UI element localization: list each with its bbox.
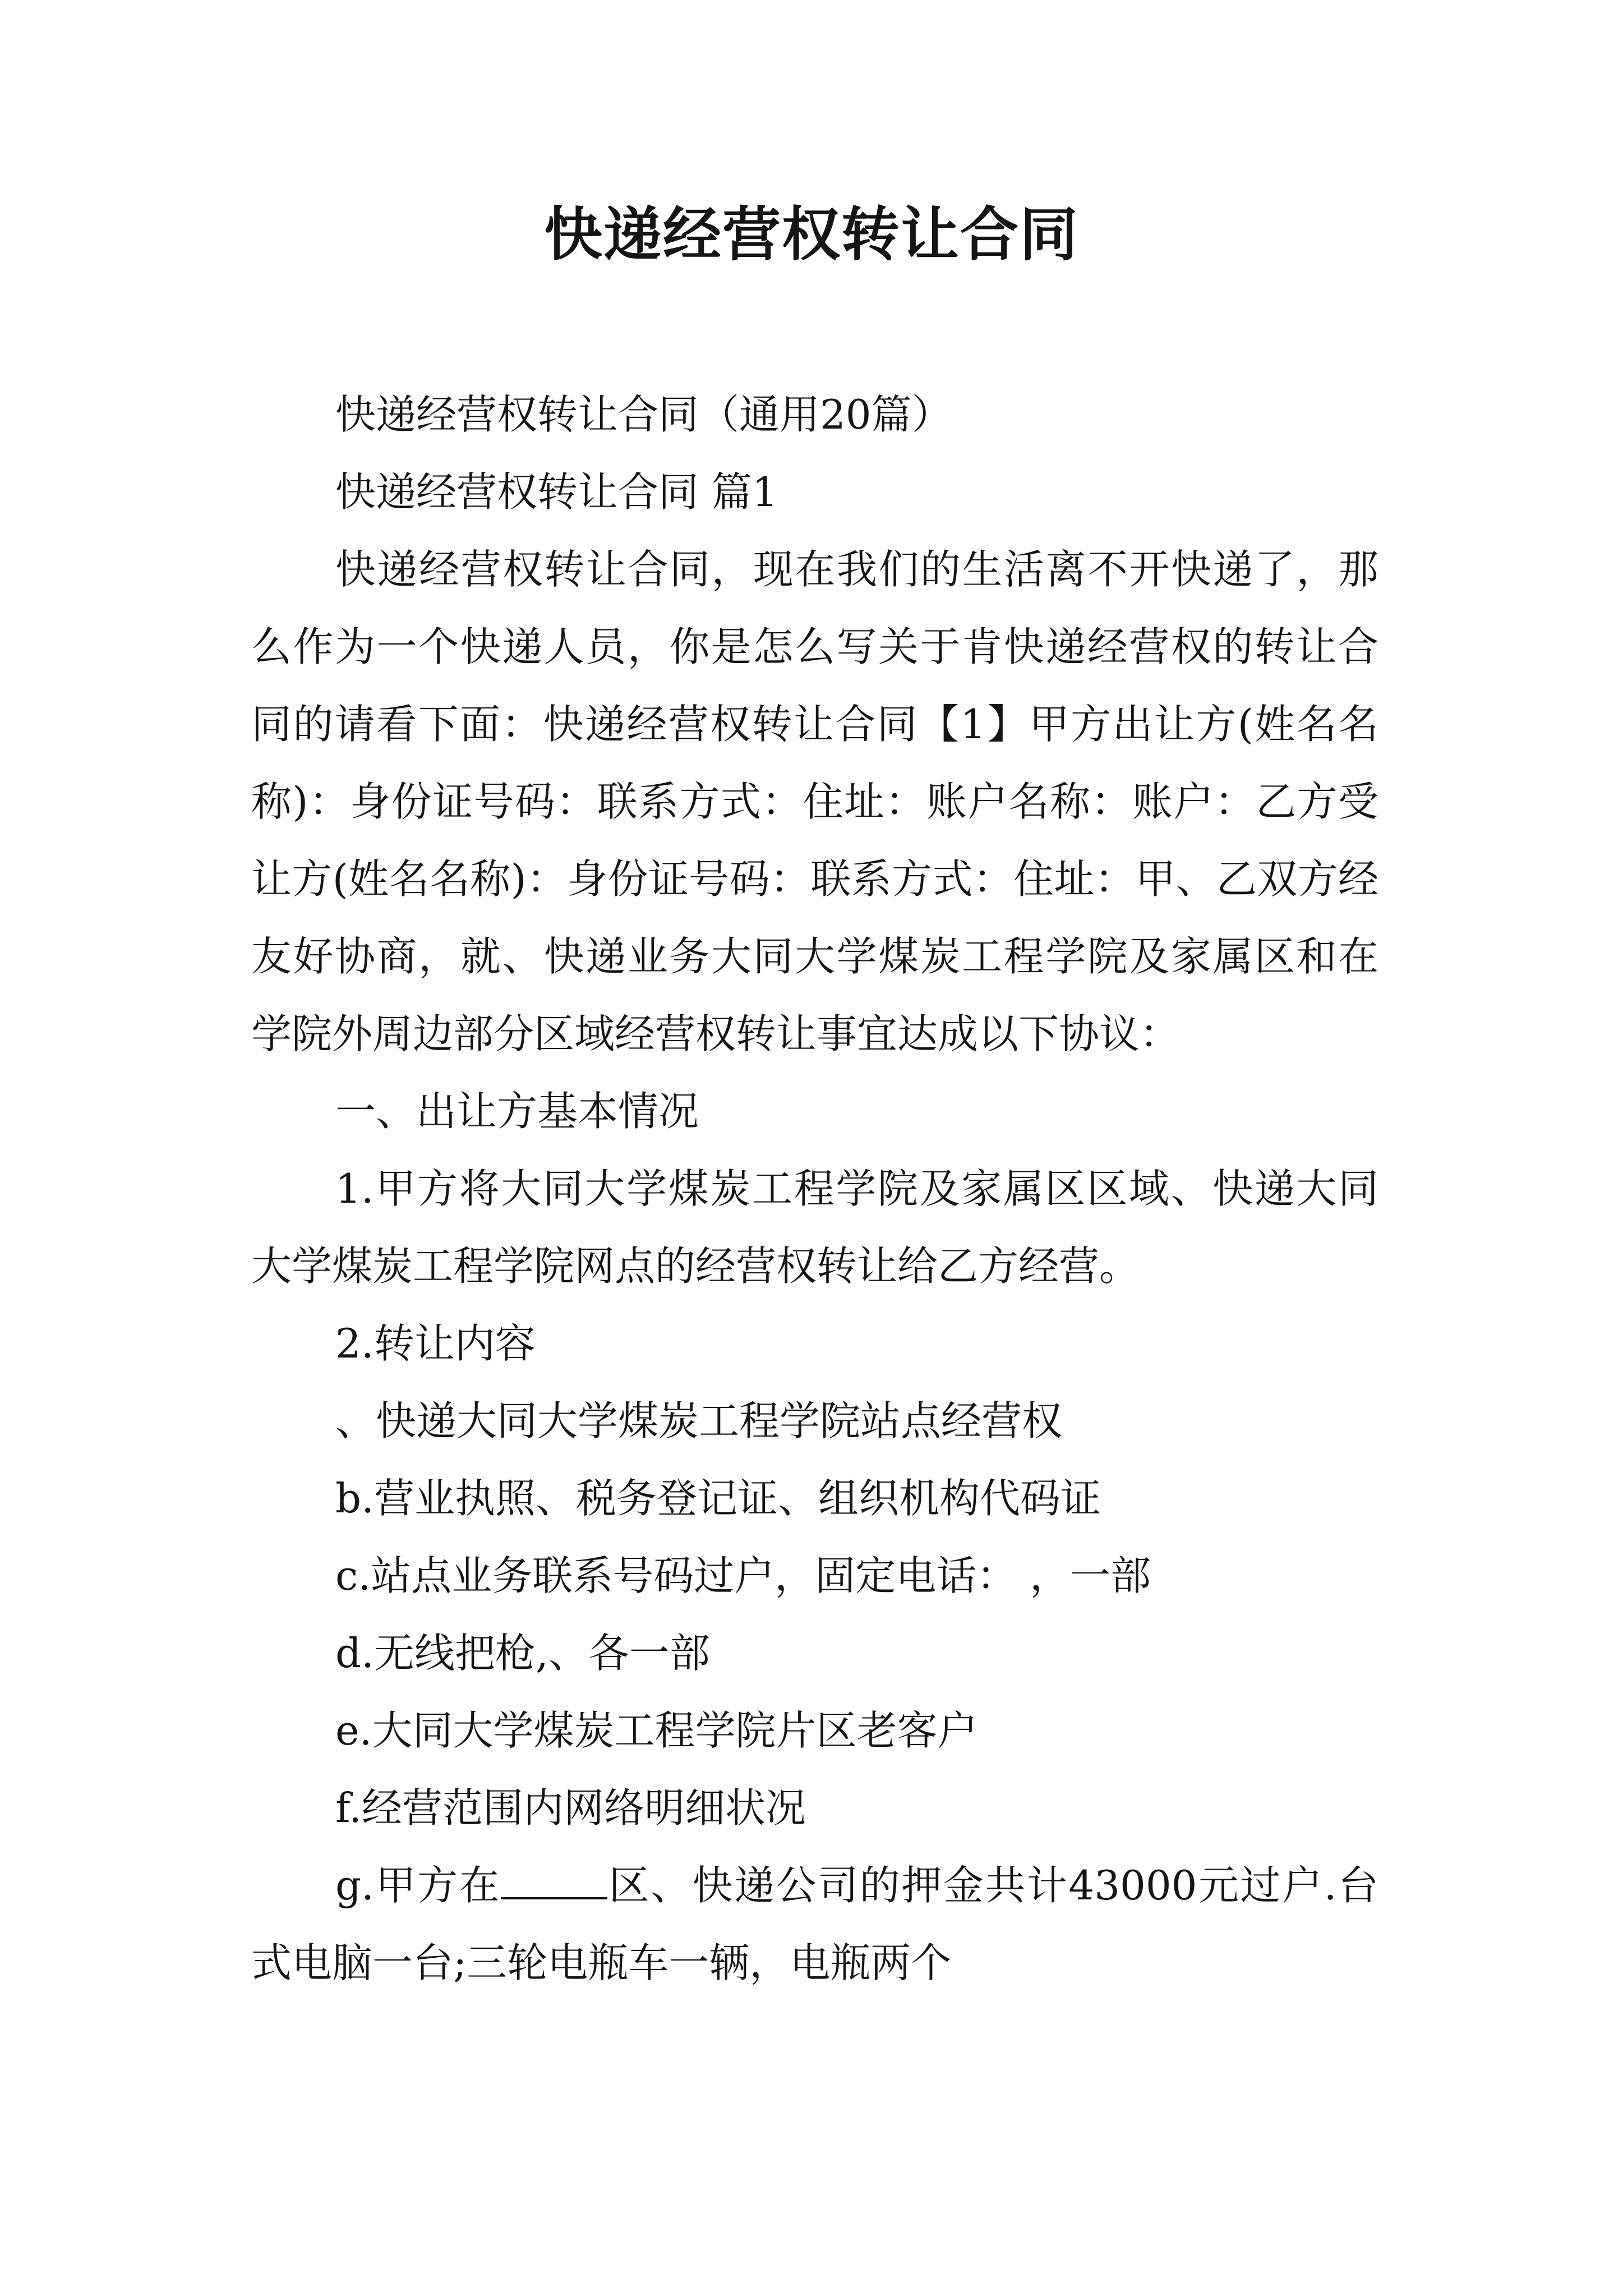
list-item-a: 、快递大同大学煤炭工程学院站点经营权 xyxy=(335,1397,1063,1444)
clause-item-2: 2.转让内容 xyxy=(335,1320,536,1367)
list-item-g-end: 区、快递公司的押金共计43000元过户.台式电脑一台;三轮电瓶车一辆，电瓶两个 xyxy=(251,1862,1378,1986)
document-body xyxy=(251,376,1378,2001)
list-item-b: b.营业执照、税务登记证、组织机构代码证 xyxy=(335,1475,1101,1522)
clause-heading: 一、出让方基本情况 xyxy=(335,1088,699,1135)
clause-item-1: 1.甲方将大同大学煤炭工程学院及家属区区域、快递大同大学煤炭工程学院网点的经营权转让给乙方经营。 xyxy=(251,1165,1378,1290)
list-item-d: d.无线把枪,、各一部 xyxy=(335,1630,710,1677)
section-heading: 快递经营权转让合同 篇1 xyxy=(335,468,778,516)
list-item-g xyxy=(251,1847,1378,2001)
subtitle-paragraph: 快递经营权转让合同（通用20篇） xyxy=(335,391,952,438)
list-item-e: e.大同大学煤炭工程学院片区老客户 xyxy=(335,1707,978,1754)
list-item-c: c.站点业务联系号码过户，固定电话： ，一部 xyxy=(335,1552,1151,1599)
fill-in-blank xyxy=(501,1858,607,1899)
intro-paragraph: 快递经营权转让合同，现在我们的生活离不开快递了，那么作为一个快递人员，你是怎么写关于肯快递经营权的转让合同的请看下面：快递经营权转让合同【1】甲方出让方(姓名名称)：身份证号码：联系方式：住址：账户名称：账户：乙方受让方(姓名名称)：身份证号码：联系方式：住址：甲、乙双方经友好协商，就、快递业务大同大学煤炭工程学院及家属区和在学院外周边部分区域经营权转让事宜达成以下协议： xyxy=(251,546,1378,1057)
list-item-g-start: g.甲方在 xyxy=(335,1862,501,1909)
list-item-f: f.经营范围内网络明细状况 xyxy=(335,1784,806,1832)
document-title: 快递经营权转让合同 xyxy=(543,200,1079,269)
